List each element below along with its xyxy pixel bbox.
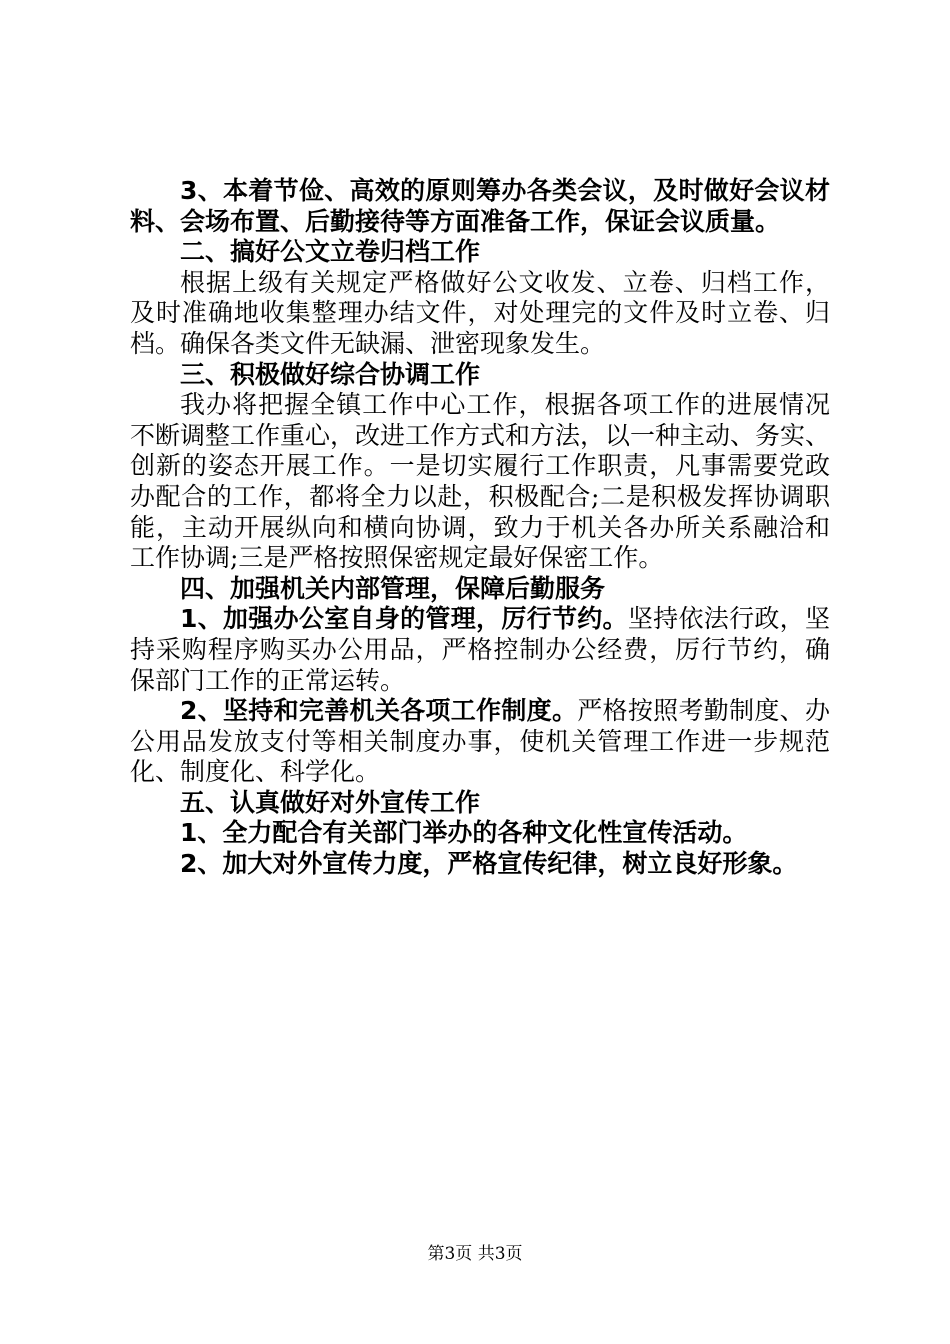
paragraph-line: 公用品发放支付等相关制度办事，使机关管理工作进一步规范	[130, 726, 830, 756]
page-footer	[0, 1242, 950, 1266]
list-item: 2、加大对外宣传力度，严格宣传纪律，树立良好形象。	[180, 849, 798, 879]
paragraph-line: 化、制度化、科学化。	[130, 757, 381, 787]
section-heading: 四、加强机关内部管理，保障后勤服务	[180, 573, 606, 603]
regular-continuation: 严格按照考勤制度、办	[577, 696, 830, 726]
list-item: 1、全力配合有关部门举办的各种文化性宣传活动。	[180, 818, 748, 848]
paragraph-line: 持采购程序购买办公用品，严格控制办公经费，厉行节约，确	[130, 634, 830, 664]
page-number: 第3页 共3页	[427, 1244, 523, 1264]
section-heading: 五、认真做好对外宣传工作	[180, 787, 481, 817]
paragraph-line: 不断调整工作重心，改进工作方式和方法，以一种主动、务实、	[130, 420, 830, 450]
section-heading: 三、积极做好综合协调工作	[180, 359, 481, 389]
paragraph-line: 保部门工作的正常运转。	[130, 665, 406, 695]
mixed-paragraph-line	[130, 696, 830, 727]
paragraph-line: 料、会场布置、后勤接待等方面准备工作，保证会议质量。	[130, 206, 781, 236]
paragraph-line: 及时准确地收集整理办结文件，对处理完的文件及时立卷、归	[130, 298, 830, 328]
bold-lead: 1、加强办公室自身的管理，厉行节约。	[180, 604, 628, 634]
paragraph-line: 档。确保各类文件无缺漏、泄密现象发生。	[130, 328, 606, 358]
regular-continuation: 坚持依法行政，坚	[627, 604, 830, 634]
paragraph-line: 根据上级有关规定严格做好公文收发、立卷、归档工作，	[180, 267, 830, 297]
bold-lead: 2、坚持和完善机关各项工作制度。	[180, 696, 578, 726]
paragraph-line: 创新的姿态开展工作。一是切实履行工作职责，凡事需要党政	[130, 451, 830, 481]
paragraph-line: 工作协调;三是严格按照保密规定最好保密工作。	[130, 543, 664, 573]
paragraph-line: 能，主动开展纵向和横向协调，致力于机关各办所关系融洽和	[130, 512, 830, 542]
paragraph-line: 3、本着节俭、高效的原则筹办各类会议，及时做好会议材	[180, 176, 830, 205]
paragraph-line: 办配合的工作，都将全力以赴，积极配合;二是积极发挥协调职	[130, 481, 830, 511]
section-heading: 二、搞好公文立卷归档工作	[180, 237, 481, 267]
document-body	[130, 176, 830, 880]
paragraph-line: 我办将把握全镇工作中心工作，根据各项工作的进展情况	[180, 390, 830, 420]
mixed-paragraph-line	[130, 604, 830, 635]
